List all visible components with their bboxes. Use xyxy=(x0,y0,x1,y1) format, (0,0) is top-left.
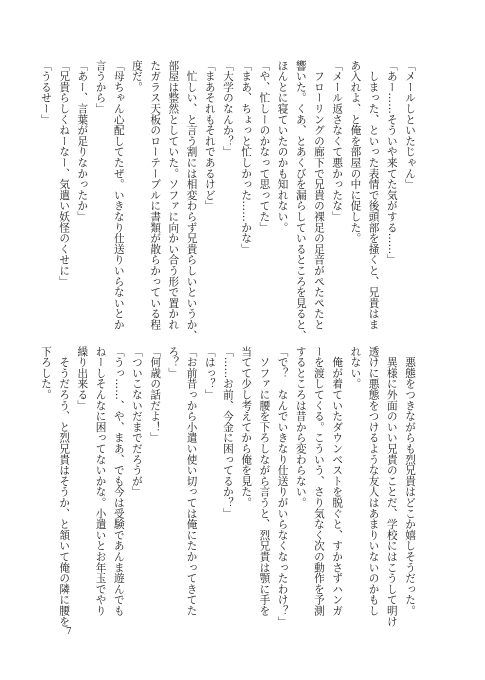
text-line: 繰り出来る」 xyxy=(76,346,89,411)
text-line: 響いた。くあ、とあくびを漏らしているところを見ると、 xyxy=(294,60,307,341)
upper-text-block xyxy=(37,60,419,341)
text-line: 忙しい、と言う割には相変わらず兄貴らしいというか、 xyxy=(185,60,198,341)
text-line: 「何歳の話だよ！」 xyxy=(149,346,162,444)
lower-text-block xyxy=(37,346,419,627)
text-line: 「で？ なんでいきなり仕送りがいらなくなったわけ？」 xyxy=(276,346,289,627)
text-line: 下ろした。 xyxy=(39,346,52,400)
text-line: ねーしそんなに困ってないかな。小遣いとお年玉でやり xyxy=(94,346,107,616)
text-line: 悪態をつきながらも烈兄貴はどこか嬉しそうだった。 xyxy=(404,346,416,616)
text-line: 「あー……そういや来てた気がする……」 xyxy=(385,60,398,266)
text-line: れない。 xyxy=(349,346,362,390)
text-line: 「うっ……、や、まあ、でも今は受験であんま遊んでも xyxy=(112,346,125,616)
text-line: 「や、忙しーのかなって思ってた」 xyxy=(258,60,271,233)
text-line: 「……お前、今金に困ってるか？」 xyxy=(221,346,234,519)
text-line: 「まあそれもそれであるけど」 xyxy=(203,60,216,212)
text-line: 「母ちゃん心配してたぜ。いきなり仕送りいらないとか xyxy=(112,60,125,330)
text-line: 部屋は整然としていた。ソファに向かい合う形で置かれ xyxy=(167,60,180,330)
text-line: しまった、といった表情で後頭部を掻くと、兄貴はま xyxy=(367,60,380,330)
text-line: 「うるせー」 xyxy=(39,60,52,125)
text-line: 「お前昔っから小遣い使い切っては俺にたかってきてた xyxy=(185,346,198,616)
text-line: 言うから」 xyxy=(94,60,107,114)
text-line: 「メール返さなくて悪かったな」 xyxy=(331,60,344,222)
text-line: 「兄貴らしくねーなー、気遣い妖怪のくせに」 xyxy=(58,60,71,287)
text-line: 「大学のなんか？」 xyxy=(221,60,234,158)
text-line: 「はっ？」 xyxy=(203,346,216,400)
text-line: 「あー、言葉が足りなかったか」 xyxy=(76,60,89,222)
text-line: フローリングの廊下で兄貴の裸足の足音がぺたぺたと xyxy=(312,60,325,330)
text-line: ソファに腰を下ろしながら言うと、烈兄貴は顎に手を xyxy=(258,346,271,616)
text-line: ろ？」 xyxy=(167,346,180,379)
text-line: そうだろう、と烈兄貴はそうか、と頷いて俺の隣に腰を xyxy=(58,346,71,627)
text-line: 「メールしといたじゃん」 xyxy=(404,60,416,190)
text-line: たガラス天板のローテーブルに書類が散らかっている程 xyxy=(149,60,162,330)
text-line: するところは昔から変わらない。 xyxy=(294,346,307,508)
text-line: 俺が着ていたダウンベストを脱ぐと、すかさずハンガ xyxy=(331,346,344,616)
text-line: 度だ。 xyxy=(130,60,143,93)
text-line: 当てて少し考えてから俺を見た。 xyxy=(240,346,253,508)
text-line: あ入れよ、と俺を部屋の中に促した。 xyxy=(349,60,362,244)
text-line: 透けに悪態をつけるような友人はあまりいないのかもし xyxy=(367,346,380,616)
text-line: 「まあ、ちょっと忙しかった……かな」 xyxy=(240,60,253,255)
page-number: 7 xyxy=(66,627,72,637)
text-line: 異様に外面のいい兄貴のことだ、学校にはこうして明け xyxy=(385,346,398,627)
text-line: ーを渡してくる。こういう、さり気なく次の動作を予測 xyxy=(312,346,325,616)
text-line: 「ついこないだまでだろうが」 xyxy=(130,346,143,498)
text-line: ほんとに寝ていたのかも知れない。 xyxy=(276,60,289,233)
